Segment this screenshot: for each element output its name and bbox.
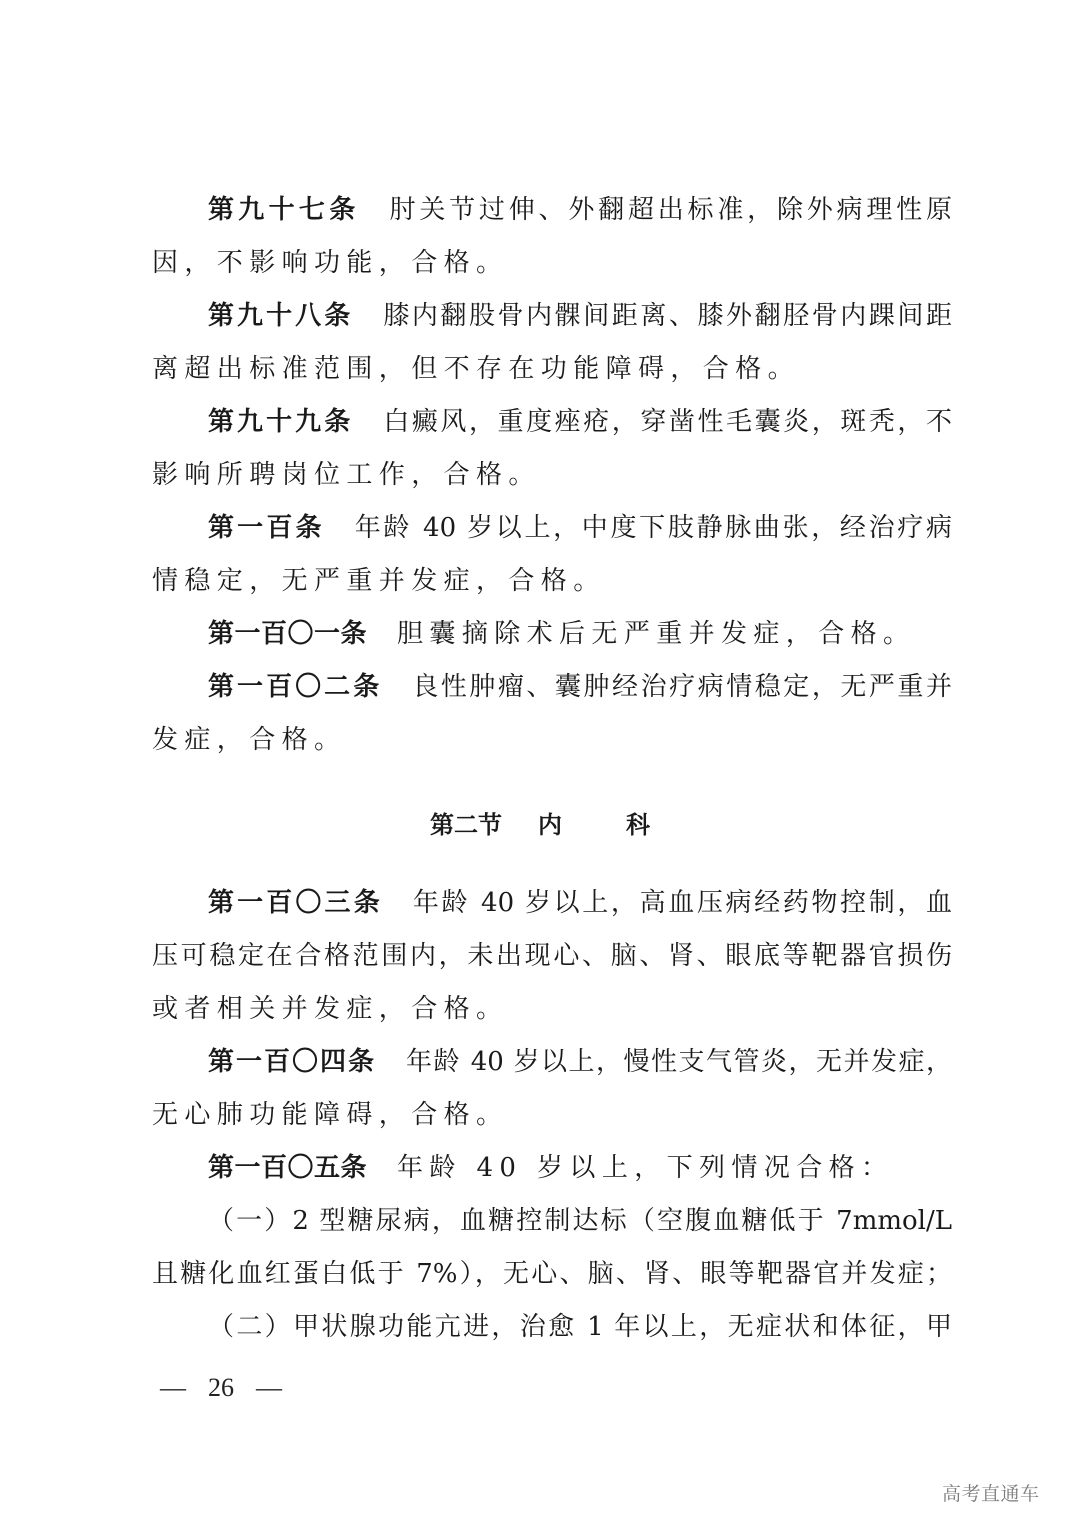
section-title-char-1: 内 <box>538 811 562 839</box>
section-number: 第二节 <box>430 811 502 839</box>
article-text: 年龄 40 岁以上，高血压病经药物控制，血 <box>412 888 952 918</box>
article-97-line-2: 因，不影响功能，合格。 <box>152 248 509 278</box>
article-102-line-1 <box>208 667 952 707</box>
article-100-line-2: 情稳定，无严重并发症，合格。 <box>152 566 606 596</box>
section-title-char-2: 科 <box>626 811 650 839</box>
article-number: 第一百〇五条 <box>208 1153 368 1183</box>
page-number-dash-right: — <box>256 1373 282 1402</box>
article-number: 第一百〇四条 <box>208 1047 376 1077</box>
section-heading <box>0 805 1080 845</box>
article-104-line-1 <box>208 1042 952 1082</box>
article-98-line-1 <box>208 296 952 336</box>
article-text: 膝内翻股骨内髁间距离、膝外翻胫骨内踝间距 <box>383 301 952 331</box>
article-text: 良性肿瘤、囊肿经治疗病情稳定，无严重并 <box>412 672 952 702</box>
article-103-line-2: 压可稳定在合格范围内，未出现心、脑、肾、眼底等靶器官损伤 <box>152 941 952 971</box>
article-number: 第一百条 <box>208 513 325 543</box>
article-text: 白癜风，重度痤疮，穿凿性毛囊炎，斑秃，不 <box>383 407 952 437</box>
page-number-value: 26 <box>208 1373 234 1402</box>
article-99-line-2: 影响所聘岗位工作，合格。 <box>152 460 541 490</box>
article-number: 第九十九条 <box>208 407 354 437</box>
article-number: 第九十七条 <box>208 195 360 225</box>
item-2-line-1: （二）甲状腺功能亢进，治愈 1 年以上，无症状和体征，甲 <box>208 1312 952 1342</box>
item-1-line-1: （一）2 型糖尿病，血糖控制达标（空腹血糖低于 7mmol/L <box>208 1206 952 1236</box>
article-98-line-2: 离超出标准范围，但不存在功能障碍，合格。 <box>152 354 801 384</box>
watermark: 高考直通车 <box>942 1483 1040 1505</box>
article-101-line-1 <box>208 614 952 654</box>
article-97-line-1 <box>208 190 952 230</box>
article-text: 年龄 40 岁以上，中度下肢静脉曲张，经治疗病 <box>354 513 952 543</box>
article-103-line-1 <box>208 883 952 923</box>
article-number: 第一百〇二条 <box>208 672 383 702</box>
article-100-line-1 <box>208 508 952 548</box>
page-number <box>160 1368 304 1408</box>
article-103-line-3: 或者相关并发症，合格。 <box>152 994 509 1024</box>
article-104-line-2: 无心肺功能障碍，合格。 <box>152 1100 509 1130</box>
article-text: 胆囊摘除术后无严重并发症，合格。 <box>397 619 916 649</box>
article-text: 肘关节过伸、外翻超出标准，除外病理性原 <box>389 195 952 225</box>
article-number: 第一百〇一条 <box>208 619 368 649</box>
page-number-dash-left: — <box>160 1373 186 1402</box>
article-105-line-1 <box>208 1148 952 1188</box>
article-text: 年龄 40 岁以上，下列情况合格： <box>397 1153 894 1183</box>
article-number: 第九十八条 <box>208 301 354 331</box>
article-102-line-2: 发症，合格。 <box>152 725 347 755</box>
article-text: 年龄 40 岁以上，慢性支气管炎，无并发症， <box>405 1047 952 1077</box>
article-99-line-1 <box>208 402 952 442</box>
article-number: 第一百〇三条 <box>208 888 383 918</box>
item-1-line-2: 且糖化血红蛋白低于 7%），无心、脑、肾、眼等靶器官并发症； <box>152 1259 952 1289</box>
